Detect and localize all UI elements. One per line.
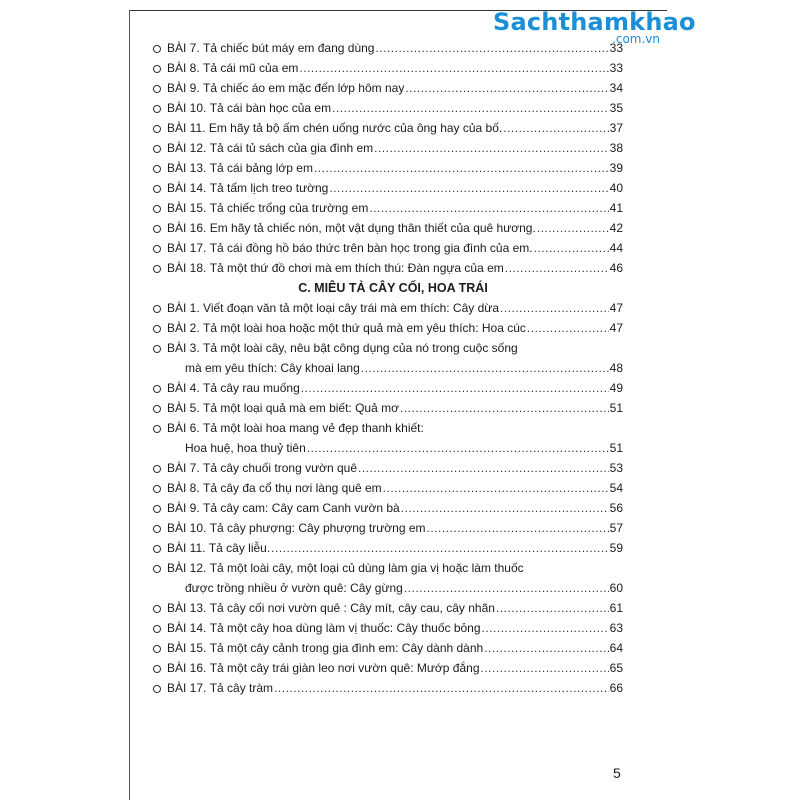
toc-page: 47 <box>609 321 623 335</box>
toc-entry-text-block <box>167 478 623 498</box>
toc-entry-text-block <box>167 158 623 178</box>
toc-page: 59 <box>609 541 623 555</box>
toc-entry-text-block <box>167 558 623 598</box>
dot-leader <box>358 458 609 478</box>
toc-title: Tả một cây cảnh trong gia đình em: Cây dành dành <box>209 641 484 655</box>
toc-title: Tả một cây hoa dùng làm vị thuốc: Cây thuốc bỏng <box>209 621 481 635</box>
toc-page: 49 <box>609 381 623 395</box>
toc-title-continued: được trồng nhiều ở vườn quê: Cây gừng <box>185 581 403 595</box>
circle-bullet-icon <box>153 685 161 693</box>
toc-entry-text-block <box>167 658 623 678</box>
toc-page: 63 <box>609 621 623 635</box>
toc-line <box>167 298 623 318</box>
circle-bullet-icon <box>153 205 161 213</box>
toc-page: 56 <box>609 501 623 515</box>
circle-bullet-icon <box>153 125 161 133</box>
dot-leader <box>503 118 608 138</box>
toc-label: BÀI 12. <box>167 561 207 575</box>
toc-line <box>167 158 623 178</box>
dot-leader <box>537 218 609 238</box>
toc-entry-text-block <box>167 398 623 418</box>
toc-label: BÀI 6. <box>167 421 200 435</box>
toc-title: Tả cái tủ sách của gia đình em <box>209 141 374 155</box>
dot-leader <box>401 498 609 518</box>
toc-page: 46 <box>609 261 623 275</box>
toc-title: Tả cây cam: Cây cam Canh vườn bà <box>203 501 400 515</box>
page-frame-left <box>129 10 130 800</box>
page-number: 5 <box>613 765 621 781</box>
circle-bullet-icon <box>153 385 161 393</box>
section-heading: C. MIÊU TẢ CÂY CỐI, HOA TRÁI <box>298 281 488 295</box>
dot-leader <box>496 598 609 618</box>
toc-line <box>167 658 623 678</box>
toc-page: 66 <box>609 681 623 695</box>
toc-entry <box>153 58 623 78</box>
toc-label: BÀI 4. <box>167 381 200 395</box>
toc-entry <box>153 458 623 478</box>
circle-bullet-icon <box>153 305 161 313</box>
circle-bullet-icon <box>153 85 161 93</box>
toc-title: Tả cái mũ của em <box>203 61 299 75</box>
toc-entry-text-block <box>167 58 623 78</box>
toc-label: BÀI 9. <box>167 501 200 515</box>
toc-title-continued: mà em yêu thích: Cây khoai lang <box>185 361 360 375</box>
toc-label: BÀI 5. <box>167 401 200 415</box>
toc-title: Tả một cây trái giàn leo nơi vườn quê: Mướp đắng <box>209 661 480 675</box>
toc-line <box>167 38 623 58</box>
toc-entry <box>153 338 623 378</box>
toc-page: 37 <box>609 121 623 135</box>
toc-title: Viết đoạn văn tả một loại cây trái mà em thích: Cây dừa <box>203 301 499 315</box>
toc-page: 48 <box>609 361 623 375</box>
toc-label: BÀI 10. <box>167 521 207 535</box>
toc-label: BÀI 3. <box>167 341 200 355</box>
toc-label: BÀI 2. <box>167 321 200 335</box>
dot-leader <box>527 318 609 338</box>
toc-entry-text-block <box>167 518 623 538</box>
toc-title: Tả cây rau muống <box>203 381 300 395</box>
toc-page: 53 <box>609 461 623 475</box>
toc-entry-text-block <box>167 38 623 58</box>
toc-entry <box>153 478 623 498</box>
circle-bullet-icon <box>153 405 161 413</box>
dot-leader <box>307 438 609 458</box>
toc-title: Tả cây phượng: Cây phượng trường em <box>209 521 426 535</box>
toc-entry <box>153 198 623 218</box>
toc-entry-text-block <box>167 78 623 98</box>
toc-entry-text-block <box>167 178 623 198</box>
toc-label: BÀI 12. <box>167 141 207 155</box>
toc-page: 33 <box>609 41 623 55</box>
toc-entry <box>153 618 623 638</box>
circle-bullet-icon <box>153 245 161 253</box>
toc-title: Em hãy tả chiếc nón, một vật dụng thân thiết của quê hương. <box>209 221 536 235</box>
toc-entry-text-block <box>167 678 623 698</box>
toc-line <box>167 478 623 498</box>
toc-entry <box>153 178 623 198</box>
dot-leader <box>481 658 609 678</box>
toc-entry <box>153 258 623 278</box>
toc-entry <box>153 118 623 138</box>
dot-leader <box>484 638 608 658</box>
circle-bullet-icon <box>153 485 161 493</box>
toc-label: BÀI 1. <box>167 301 200 315</box>
toc-label: BÀI 11. <box>167 121 206 135</box>
circle-bullet-icon <box>153 525 161 533</box>
toc-entry <box>153 498 623 518</box>
toc-entry-text-block <box>167 258 623 278</box>
toc-page: 51 <box>609 441 623 455</box>
toc-line <box>167 178 623 198</box>
dot-leader <box>271 538 608 558</box>
dot-leader <box>500 298 609 318</box>
toc-line <box>167 458 623 478</box>
table-of-contents <box>153 38 623 698</box>
circle-bullet-icon <box>153 65 161 73</box>
toc-title: Tả cây cối nơi vườn quê : Cây mít, cây cau, cây nhãn <box>209 601 495 615</box>
toc-label: BÀI 15. <box>167 201 207 215</box>
toc-entry-text-block <box>167 418 623 458</box>
toc-entry <box>153 638 623 658</box>
toc-line <box>167 238 623 258</box>
toc-label: BÀI 7. <box>167 461 200 475</box>
circle-bullet-icon <box>153 465 161 473</box>
toc-title: Tả cây đa cổ thụ nơi làng quê em <box>203 481 382 495</box>
toc-entry <box>153 78 623 98</box>
toc-line <box>167 518 623 538</box>
toc-entry <box>153 378 623 398</box>
toc-page: 64 <box>609 641 623 655</box>
toc-page: 65 <box>609 661 623 675</box>
toc-title: Tả cái đồng hồ báo thức trên bàn học trong gia đình của em. <box>209 241 533 255</box>
toc-entry <box>153 678 623 698</box>
toc-entry <box>153 138 623 158</box>
toc-page: 34 <box>609 81 623 95</box>
toc-title: Tả chiếc áo em mặc đến lớp hôm nay <box>203 81 405 95</box>
dot-leader <box>534 238 609 258</box>
toc-line-continued <box>167 358 623 378</box>
toc-line <box>167 398 623 418</box>
toc-page: 39 <box>609 161 623 175</box>
dot-leader <box>299 58 608 78</box>
dot-leader <box>301 378 609 398</box>
toc-label: BÀI 16. <box>167 221 207 235</box>
toc-label: BÀI 17. <box>167 241 207 255</box>
toc-label: BÀI 8. <box>167 61 200 75</box>
toc-title: Em hãy tả bộ ấm chén uống nước của ông hay của bố. <box>208 121 503 135</box>
toc-entry-text-block <box>167 118 623 138</box>
toc-entry-text-block <box>167 98 623 118</box>
toc-title-continued: Hoa huệ, hoa thuỷ tiên <box>185 441 306 455</box>
toc-page: 35 <box>609 101 623 115</box>
toc-page: 33 <box>609 61 623 75</box>
toc-page: 42 <box>609 221 623 235</box>
toc-title: Tả một thứ đồ chơi mà em thích thú: Đàn ngựa của em <box>209 261 504 275</box>
toc-entry <box>153 418 623 458</box>
toc-entry <box>153 558 623 598</box>
circle-bullet-icon <box>153 545 161 553</box>
toc-line-continued <box>167 578 623 598</box>
toc-title: Tả cái bàn học của em <box>209 101 332 115</box>
logo-main: Sachthamkhao <box>493 8 696 36</box>
toc-label: BÀI 10. <box>167 101 207 115</box>
toc-line <box>167 498 623 518</box>
toc-entry-text-block <box>167 538 623 558</box>
toc-title: Tả một loài hoa mang vẻ đẹp thanh khiết: <box>203 421 424 435</box>
toc-page: 51 <box>609 401 623 415</box>
toc-line <box>167 678 623 698</box>
toc-label: BÀI 18. <box>167 261 207 275</box>
dot-leader <box>374 138 609 158</box>
dot-leader <box>332 98 609 118</box>
dot-leader <box>405 78 608 98</box>
toc-label: BÀI 14. <box>167 181 207 195</box>
toc-entry-text-block <box>167 318 623 338</box>
toc-entry <box>153 298 623 318</box>
circle-bullet-icon <box>153 265 161 273</box>
toc-page: 47 <box>609 301 623 315</box>
dot-leader <box>274 678 609 698</box>
toc-entry <box>153 158 623 178</box>
dot-leader <box>314 158 609 178</box>
toc-label: BÀI 8. <box>167 481 200 495</box>
toc-entry-text-block <box>167 598 623 618</box>
toc-line <box>167 78 623 98</box>
toc-line <box>167 218 623 238</box>
toc-entry <box>153 398 623 418</box>
toc-label: BÀI 13. <box>167 601 207 615</box>
toc-title: Tả một loài cây, nêu bật công dụng của nó trong cuộc sống <box>203 341 518 355</box>
toc-line <box>167 618 623 638</box>
toc-line <box>167 338 623 358</box>
toc-entry-text-block <box>167 238 623 258</box>
circle-bullet-icon <box>153 165 161 173</box>
toc-page: 40 <box>609 181 623 195</box>
toc-label: BÀI 7. <box>167 41 200 55</box>
toc-entry-text-block <box>167 638 623 658</box>
toc-label: BÀI 9. <box>167 81 200 95</box>
circle-bullet-icon <box>153 625 161 633</box>
toc-line <box>167 538 623 558</box>
toc-page: 61 <box>609 601 623 615</box>
toc-page: 38 <box>609 141 623 155</box>
dot-leader <box>505 258 609 278</box>
circle-bullet-icon <box>153 325 161 333</box>
toc-entry <box>153 318 623 338</box>
toc-page: 60 <box>609 581 623 595</box>
toc-entry-text-block <box>167 218 623 238</box>
toc-line <box>167 118 623 138</box>
toc-entry <box>153 538 623 558</box>
toc-title: Tả tấm lịch treo tường <box>209 181 329 195</box>
circle-bullet-icon <box>153 665 161 673</box>
toc-entry-text-block <box>167 458 623 478</box>
dot-leader <box>400 398 609 418</box>
toc-line <box>167 418 623 438</box>
toc-line <box>167 558 623 578</box>
toc-line <box>167 198 623 218</box>
dot-leader <box>482 618 609 638</box>
circle-bullet-icon <box>153 565 161 573</box>
circle-bullet-icon <box>153 425 161 433</box>
toc-page: 44 <box>609 241 623 255</box>
toc-label: BÀI 11. <box>167 541 206 555</box>
toc-line <box>167 138 623 158</box>
circle-bullet-icon <box>153 145 161 153</box>
toc-label: BÀI 17. <box>167 681 207 695</box>
dot-leader <box>361 358 609 378</box>
toc-entry-text-block <box>167 498 623 518</box>
toc-label: BÀI 16. <box>167 661 207 675</box>
toc-entry <box>153 658 623 678</box>
logo-sub: .com.vn <box>612 32 660 46</box>
toc-entry <box>153 218 623 238</box>
toc-label: BÀI 14. <box>167 621 207 635</box>
dot-leader <box>375 38 608 58</box>
toc-title: Tả cây chuối trong vườn quê <box>203 461 358 475</box>
circle-bullet-icon <box>153 345 161 353</box>
toc-page: 54 <box>609 481 623 495</box>
toc-entry-text-block <box>167 198 623 218</box>
toc-page: 41 <box>609 201 623 215</box>
dot-leader <box>427 518 609 538</box>
toc-entry-text-block <box>167 138 623 158</box>
toc-line <box>167 378 623 398</box>
toc-title: Tả chiếc bút máy em đang dùng <box>203 41 375 55</box>
toc-line <box>167 58 623 78</box>
circle-bullet-icon <box>153 45 161 53</box>
toc-title: Tả một loại quả mà em biết: Quả mơ <box>203 401 399 415</box>
toc-title: Tả cái bảng lớp em <box>209 161 313 175</box>
circle-bullet-icon <box>153 185 161 193</box>
toc-entry <box>153 518 623 538</box>
circle-bullet-icon <box>153 645 161 653</box>
circle-bullet-icon <box>153 605 161 613</box>
toc-entry-text-block <box>167 338 623 378</box>
toc-line <box>167 258 623 278</box>
toc-line <box>167 598 623 618</box>
circle-bullet-icon <box>153 225 161 233</box>
toc-title: Tả một loài cây, một loại củ dùng làm gia vị hoặc làm thuốc <box>209 561 524 575</box>
toc-title: Tả chiếc trống của trường em <box>209 201 369 215</box>
toc-title: Tả cây tràm <box>209 681 274 695</box>
toc-entry-text-block <box>167 378 623 398</box>
toc-line <box>167 98 623 118</box>
toc-entry <box>153 38 623 58</box>
toc-line <box>167 318 623 338</box>
dot-leader <box>329 178 608 198</box>
dot-leader <box>404 578 609 598</box>
dot-leader <box>383 478 609 498</box>
toc-entry-text-block <box>167 618 623 638</box>
toc-entry-text-block <box>167 298 623 318</box>
toc-title: Tả một loài hoa hoặc một thứ quả mà em yêu thích: Hoa cúc <box>203 321 526 335</box>
circle-bullet-icon <box>153 105 161 113</box>
toc-line-continued <box>167 438 623 458</box>
toc-entry <box>153 598 623 618</box>
toc-entry <box>153 238 623 258</box>
toc-line <box>167 638 623 658</box>
toc-entry <box>153 98 623 118</box>
toc-label: BÀI 13. <box>167 161 207 175</box>
toc-page: 57 <box>609 521 623 535</box>
circle-bullet-icon <box>153 505 161 513</box>
dot-leader <box>369 198 608 218</box>
toc-label: BÀI 15. <box>167 641 207 655</box>
toc-title: Tả cây liễu. <box>208 541 271 555</box>
